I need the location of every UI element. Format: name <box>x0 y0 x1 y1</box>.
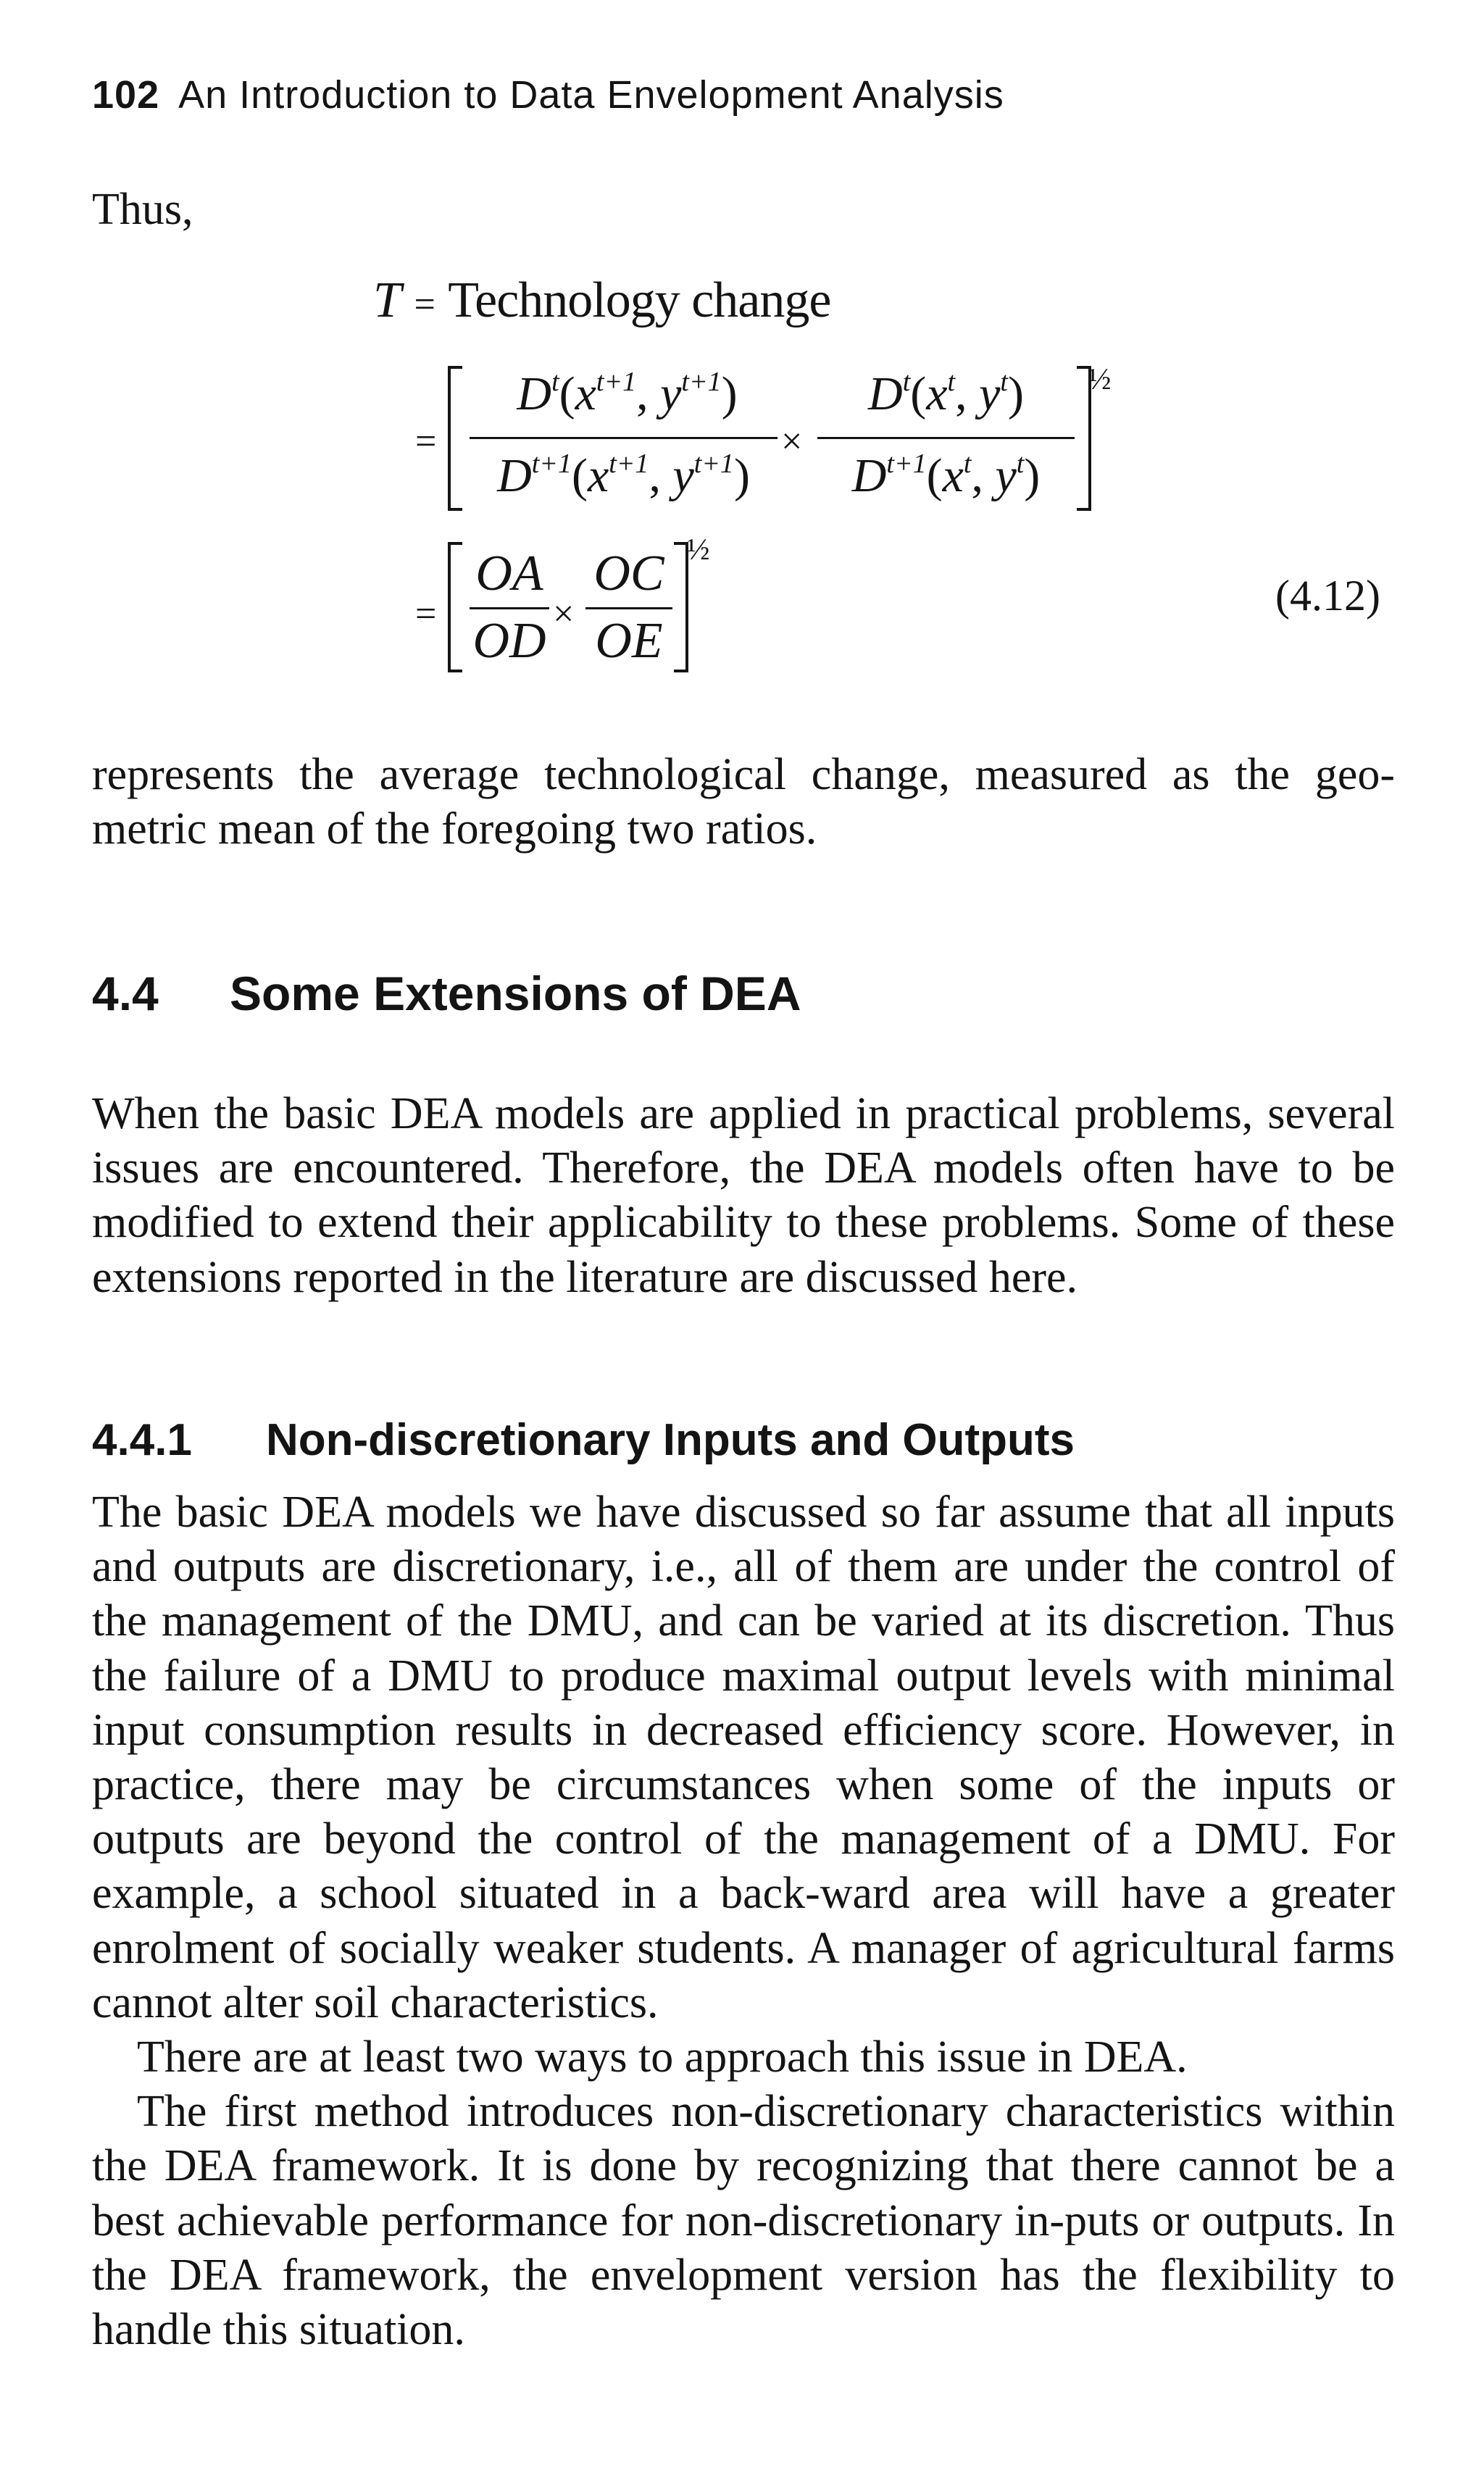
exponent-half-1: ½ <box>1088 363 1112 396</box>
fraction-2-bar <box>817 437 1075 439</box>
left-bracket-2 <box>448 542 462 672</box>
equals-sign-2: = <box>415 421 437 462</box>
subsection-paragraph-2: There are at least two ways to approach this issue in DEA. <box>137 2032 1188 2082</box>
section-title: Some Extensions of DEA <box>230 967 801 1020</box>
paragraph-after-equation: represents the average technological change, measured as the geo-metric mean of the foregoing two ratios. <box>92 750 1395 854</box>
subsection-paragraph-3: The first method introduces non-discretionary characteristics within the DEA framework. It is done by recognizing that there cannot be a best achievable performance for non-discretionary in-puts or outputs. In the DEA framework, the envelopment version has the flexibility to handle this situation. <box>92 2087 1395 2355</box>
section-intro-paragraph: When the basic DEA models are applied in practical problems, several issues are encountered. Therefore, the DEA models often have to be modified to extend their applicability to these problems. Some of these extensions reported in the literature are discussed here. <box>92 1089 1395 1302</box>
fraction-1-numerator: $D^t(x^{t+1}$, $y^{t+1}$) <box>517 367 738 420</box>
times-sign-1: × <box>781 421 803 462</box>
running-header <box>92 72 1004 117</box>
equation-line-1 <box>373 272 830 330</box>
equals-sign-3: = <box>415 593 437 635</box>
ratio-1-bar <box>470 607 549 609</box>
times-sign-2: × <box>553 593 575 635</box>
fraction-1-denominator: $D^{t+1}(x^{t+1}$, $y^{t+1}$) <box>497 449 750 502</box>
page-number: 102 <box>92 73 160 117</box>
equation-rhs-text: Technology change <box>448 272 831 328</box>
fraction-2-numerator: $D^t(x^t$, $y^t$) <box>868 367 1024 420</box>
subsection-body <box>92 1485 1395 2357</box>
ratio-2-numerator: OC <box>593 546 664 601</box>
left-bracket <box>448 366 462 511</box>
thus-text: Thus, <box>92 185 193 234</box>
subsection-title: Non-discretionary Inputs and Outputs <box>266 1415 1075 1465</box>
subsection-heading <box>92 1414 1075 1466</box>
right-bracket-2 <box>674 542 688 672</box>
ratio-2-denominator: OE <box>595 613 663 669</box>
fraction-1-bar <box>470 437 778 439</box>
exponent-half-2: ½ <box>687 533 710 567</box>
equation-number: (4.12) <box>1275 572 1380 620</box>
section-number: 4.4 <box>92 967 159 1020</box>
fraction-2-denominator: $D^{t+1}(x^t$, $y^t$) <box>851 449 1041 502</box>
running-title: An Introduction to Data Envelopment Analysis <box>178 73 1004 117</box>
ratio-2-bar <box>585 607 672 609</box>
section-heading <box>92 966 801 1021</box>
equals-sign: = <box>414 284 435 325</box>
equation-lhs: T <box>373 272 401 328</box>
subsection-number: 4.4.1 <box>92 1415 192 1465</box>
ratio-1-denominator: OD <box>472 613 546 669</box>
ratio-1-numerator: OA <box>475 546 543 601</box>
subsection-paragraph-1: The basic DEA models we have discussed so far assume that all inputs and outputs are discretionary, i.e., all of them are under the control of the management of the DMU, and can be varied at its discretion. Thus the failure of a DMU to produce maximal output levels with minimal input consumption results in decreased efficiency score. However, in practice, there may be circumstances when some of the inputs or outputs are beyond the control of the management of a DMU. For example, a school situated in a back-ward area will have a greater enrolment of socially weaker students. A manager of agricultural farms cannot alter soil characteristics. <box>92 1488 1395 2027</box>
